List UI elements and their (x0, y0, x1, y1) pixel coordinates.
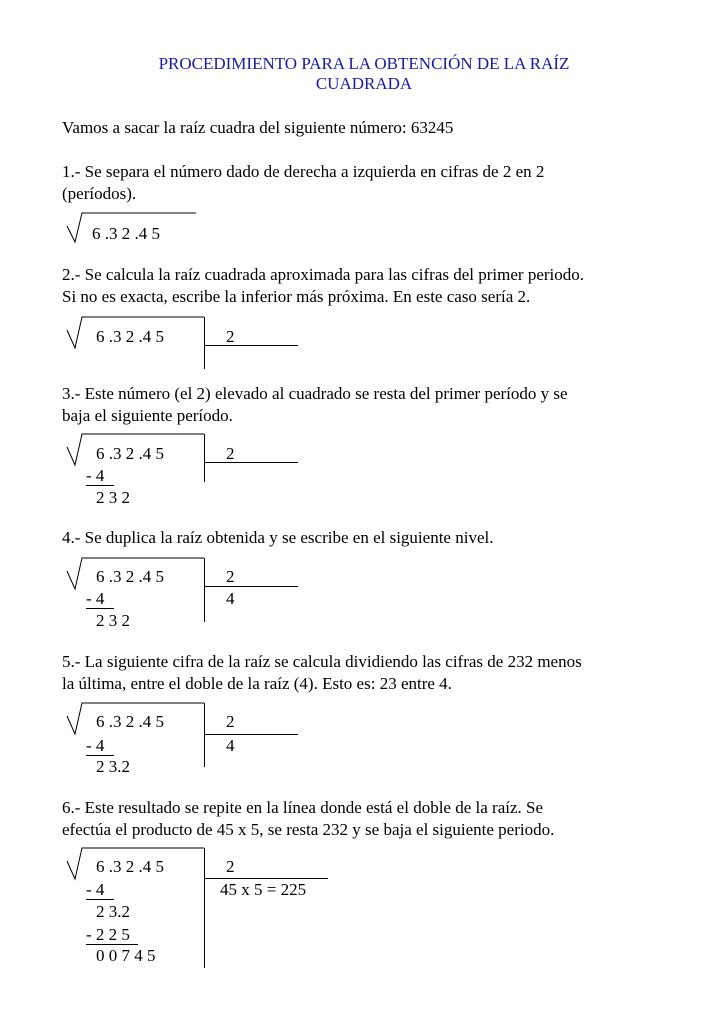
step-5-remainder: 2 3.2 (96, 757, 130, 776)
intro-text: Vamos a sacar la raíz cuadra del siguiente número: 63245 (62, 118, 454, 137)
bracket-horizontal (204, 878, 328, 879)
title-line-2: CUADRADA (315, 74, 413, 93)
step-1-text (62, 161, 672, 205)
step-6-root: 2 (226, 857, 235, 876)
bracket-vertical (204, 848, 205, 968)
step-6-text (62, 797, 672, 841)
step-4-line-1: 4.- Se duplica la raíz obtenida y se escribe en el siguiente nivel. (62, 528, 494, 547)
step-6-number: 6 .3 2 .4 5 (96, 857, 164, 876)
step-2-line-2: Si no es exacta, escribe la inferior más próxima. En este caso sería 2. (62, 287, 531, 306)
step-6-line-2: efectúa el producto de 45 x 5, se resta 232 y se baja el siguiente periodo. (62, 820, 555, 839)
step-5-line-2: la última, entre el doble de la raíz (4). Esto es: 23 entre 4. (62, 674, 452, 693)
step-1-line-2: (períodos). (62, 184, 137, 203)
bracket-vertical (204, 317, 205, 369)
subtraction-line (86, 485, 114, 486)
bracket-horizontal (204, 586, 298, 587)
step-2-text (62, 264, 672, 308)
subtraction-line (86, 944, 138, 945)
bracket-vertical (204, 703, 205, 767)
step-3-remainder: 2 3 2 (96, 488, 130, 507)
step-6-subtract-2: - 2 2 5 (86, 925, 130, 944)
bracket-horizontal (204, 734, 298, 735)
subtraction-line (86, 608, 114, 609)
step-5-number: 6 .3 2 .4 5 (96, 712, 164, 731)
step-6-remainder: 2 3.2 (96, 902, 130, 921)
step-4-root: 2 (226, 567, 235, 586)
step-5-text (62, 651, 672, 695)
step-4-number: 6 .3 2 .4 5 (96, 567, 164, 586)
step-3-line-2: baja el siguiente período. (62, 406, 233, 425)
step-3-line-1: 3.- Este número (el 2) elevado al cuadrado se resta del primer período y se (62, 384, 568, 403)
step-6-subtract: - 4 (86, 880, 105, 899)
step-1-line-1: 1.- Se separa el número dado de derecha a izquierda en cifras de 2 en 2 (62, 162, 545, 181)
step-5-line-1: 5.- La siguiente cifra de la raíz se calcula dividiendo las cifras de 232 menos (62, 652, 582, 671)
title-line-1: PROCEDIMIENTO PARA LA OBTENCIÓN DE LA RAÍZ (158, 54, 570, 73)
step-2-line-1: 2.- Se calcula la raíz cuadrada aproximada para las cifras del primer periodo. (62, 265, 585, 284)
step-6-line-1: 6.- Este resultado se repite en la línea donde está el doble de la raíz. Se (62, 798, 544, 817)
bracket-horizontal (204, 462, 298, 463)
subtraction-line (86, 899, 114, 900)
bracket-vertical (204, 558, 205, 622)
step-3-number: 6 .3 2 .4 5 (96, 444, 164, 463)
step-3-subtract: - 4 (86, 466, 105, 485)
step-3-root: 2 (226, 444, 235, 463)
subtraction-line (86, 755, 114, 756)
step-5-root: 2 (226, 712, 235, 731)
step-4-subtract: - 4 (86, 589, 105, 608)
step-6-remainder-2: 0 0 7 4 5 (96, 946, 156, 965)
bracket-vertical (204, 434, 205, 482)
step-4-text (62, 527, 672, 549)
bracket-horizontal (204, 345, 298, 346)
step-5-subtract: - 4 (86, 736, 105, 755)
step-2-root: 2 (226, 327, 235, 346)
step-1-number: 6 .3 2 .4 5 (92, 224, 160, 243)
step-5-double: 4 (226, 736, 235, 755)
step-4-remainder: 2 3 2 (96, 611, 130, 630)
step-2-number: 6 .3 2 .4 5 (96, 327, 164, 346)
step-4-double: 4 (226, 589, 235, 608)
step-3-text (62, 383, 672, 427)
step-6-product: 45 x 5 = 225 (220, 880, 307, 899)
